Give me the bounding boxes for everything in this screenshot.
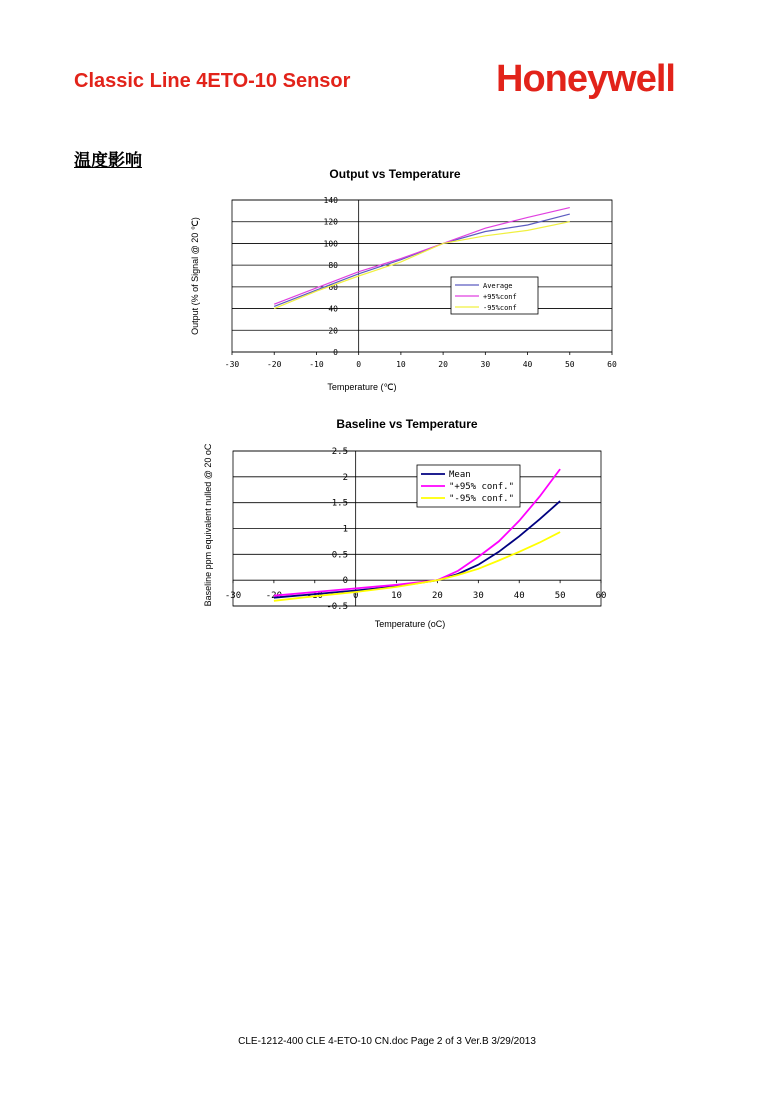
y-tick-label: 100: [323, 239, 338, 249]
x-tick-label: 50: [554, 591, 566, 601]
x-tick-label: -30: [224, 591, 242, 601]
y-tick-label: 20: [328, 326, 338, 336]
y-tick-label: 80: [328, 261, 338, 271]
footer-text: CLE-1212-400 CLE 4-ETO-10 CN.doc Page 2 of 3 Ver.B 3/29/2013: [238, 1036, 536, 1047]
x-tick-label: 60: [607, 360, 617, 369]
x-tick-label: 60: [595, 591, 607, 601]
legend-label-1: Average: [483, 282, 513, 290]
y-tick-label: 0: [342, 576, 348, 587]
chart-title: Baseline vs Temperature: [336, 417, 478, 431]
x-tick-label: 0: [352, 591, 359, 601]
chart-title: Output vs Temperature: [329, 167, 461, 181]
y-tick-label: 2: [342, 472, 348, 483]
x-tick-label: 0: [356, 360, 362, 369]
legend-label-2: "+95% conf.": [449, 482, 515, 492]
x-tick-label: 10: [391, 591, 402, 601]
honeywell-logo: Honeywell: [496, 58, 675, 100]
legend-label-1: Mean: [449, 470, 471, 480]
x-tick-label: 30: [480, 360, 491, 369]
x-tick-label: -10: [306, 591, 323, 601]
x-tick-label: 30: [472, 591, 484, 601]
legend-label-2: +95%conf: [483, 293, 517, 301]
x-tick-label: 20: [432, 591, 443, 601]
x-tick-label: -20: [266, 360, 282, 369]
y-tick-label: 0: [333, 348, 338, 357]
x-tick-label: -20: [265, 591, 283, 601]
x-tick-label: -10: [309, 360, 324, 369]
x-tick-label: 40: [513, 591, 525, 601]
x-tick-label: 50: [564, 360, 575, 369]
x-tick-label: -30: [224, 360, 240, 369]
x-tick-label: 40: [522, 360, 533, 369]
y-axis-label: Baseline ppm equivalent nulled @ 20 oC: [203, 443, 213, 607]
y-tick-label: 1.5: [331, 498, 348, 509]
x-tick-label: 20: [438, 360, 448, 369]
legend-label-3: -95%conf: [483, 304, 517, 312]
y-tick-label: 40: [328, 304, 338, 314]
y-axis-label: Output (% of Signal @ 20 ℃): [190, 217, 200, 335]
document-title: Classic Line 4ETO-10 Sensor: [74, 70, 351, 92]
y-tick-label: 2.5: [331, 447, 348, 457]
legend-label-3: "-95% conf.": [449, 494, 515, 504]
y-tick-label: 140: [323, 196, 338, 205]
x-tick-label: 10: [396, 360, 406, 369]
section-heading: 温度影响: [74, 151, 142, 171]
y-tick-label: 60: [328, 282, 338, 292]
y-tick-label: -0.5: [326, 602, 348, 612]
x-axis-label: Temperature (oC): [374, 619, 446, 629]
y-tick-label: 120: [323, 217, 338, 227]
y-tick-label: 1: [342, 524, 348, 535]
x-axis-label: Temperature (℃): [327, 382, 397, 392]
y-tick-label: 0.5: [331, 550, 348, 561]
